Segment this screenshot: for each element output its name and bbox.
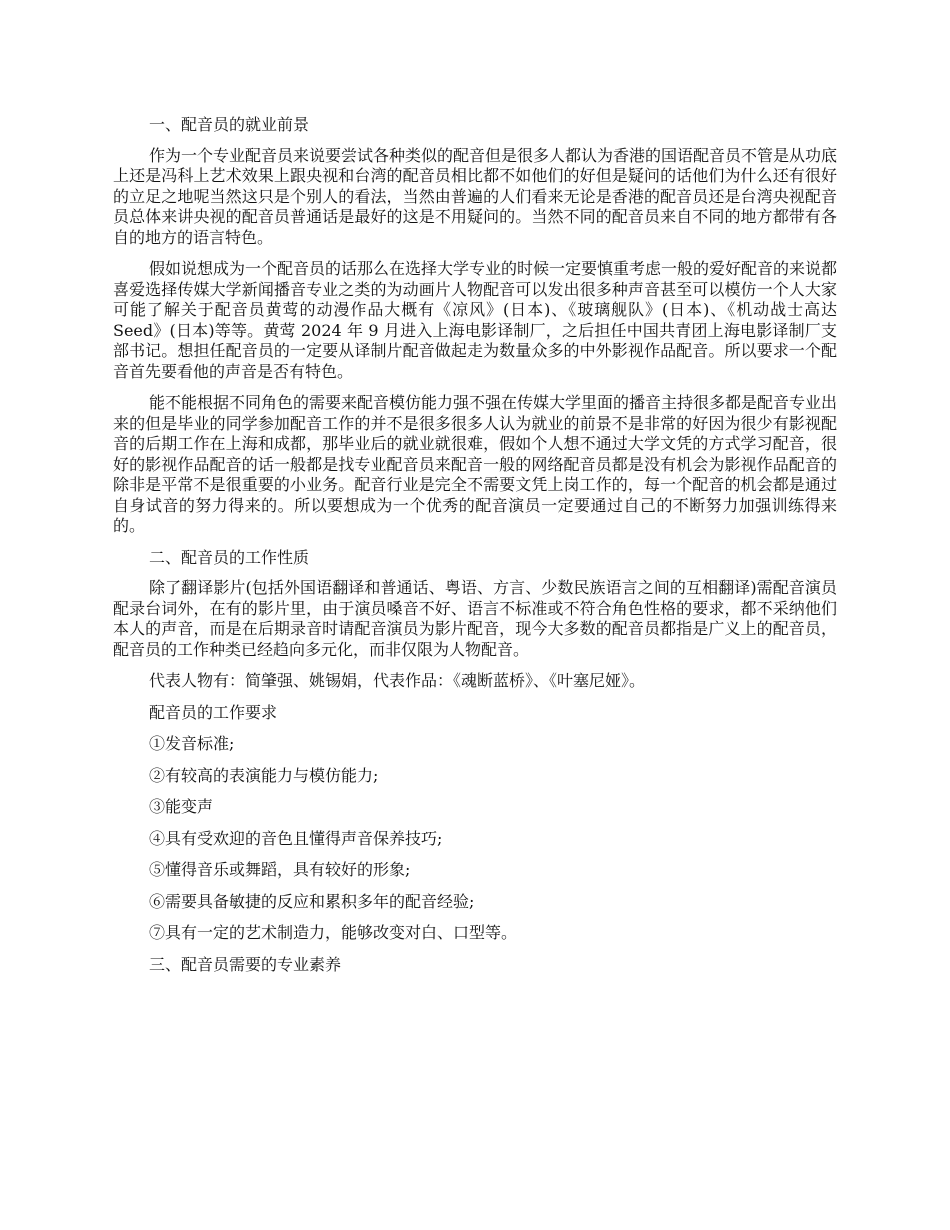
requirement-item: ⑤懂得音乐或舞蹈，具有较好的形象; [149, 860, 411, 879]
requirement-item: ④具有受欢迎的音色且懂得声音保养技巧; [149, 828, 443, 848]
requirement-item: ②有较高的表演能力与模仿能力; [149, 765, 379, 785]
requirement-item: ③能变声 [149, 797, 214, 816]
paragraph-4: 除了翻译影片(包括外国语翻译和普通话、粤语、方言、少数民族语言之间的互相翻译)需配音演员配录台词外，在有的影片里，由于演员嗓音不好、语言不标准或不符合角色性格的要求，都不采纳他们本人的声音，而是在后期录音时请配音演员为影片配音，现今大多数的配音员都指是广义上的配音员，配音员的工作种类已经趋向多元化，而非仅限为人物配音。 [113, 578, 837, 659]
requirements-title: 配音员的工作要求 [149, 702, 278, 722]
section-heading-professional-qualities: 三、配音员需要的专业素养 [149, 954, 342, 974]
representatives-line: 代表人物有：简肇强、姚锡娟，代表作品：《魂断蓝桥》、《叶塞尼娅》。 [149, 671, 646, 690]
requirement-item: ⑥需要具备敏捷的反应和累积多年的配音经验; [149, 891, 475, 911]
paragraph-1: 作为一个专业配音员来说要尝试各种类似的配音但是很多人都认为香港的国语配音员不管是从功底上还是冯科上艺术效果上跟央视和台湾的配音员相比都不如他们的好但是疑问的话他们为什么还有很好的立足之地呢当然这只是个别人的看法，当然由普遍的人们看来无论是香港的配音员还是台湾央视配音员总体来讲央视的配音员普通话是最好的这是不用疑问的。当然不同的配音员来自不同的地方都带有各自的地方的语言特色。 [113, 145, 838, 247]
requirement-item: ⑦具有一定的艺术制造力，能够改变对白、口型等。 [149, 923, 518, 942]
paragraph-3: 能不能根据不同角色的需要来配音模仿能力强不强在传媒大学里面的播音主持很多都是配音专业出来的但是毕业的同学参加配音工作的并不是很多很多人认为就业的前景不是非常的好因为很少有影视配音的后期工作在上海和成都，那毕业后的就业就很难，假如个人想不通过大学文凭的方式学习配音，很好的影视作品配音的话一般都是找专业配音员来配音一般的网络配音员都是没有机会为影视作品配音的除非是平常不是很重要的小业务。配音行业是完全不需要文凭上岗工作的，每一个配音的机会都是通过自身试音的努力得来的。所以要想成为一个优秀的配音演员一定要通过自己的不断努力加强训练得来的。 [113, 393, 838, 535]
section-heading-work-nature: 二、配音员的工作性质 [149, 547, 310, 567]
paragraph-2: 假如说想成为一个配音员的话那么在选择大学专业的时候一定要慎重考虑一般的爱好配音的来说都喜爱选择传媒大学新闻播音专业之类的为动画片人物配音可以发出很多种声音甚至可以模仿一个人大家可能了解关于配音员黄莺的动漫作品大概有《凉风》(日本)、《玻璃舰队》(日本)、《机动战士高达 Seed》(日本)等等。黄莺 2024 年 9 月进入上海电影译制厂，之后担任中国共青团上海电影译制厂支部书记。想担任配音员的一定要从译制片配音做起走为数量众多的中外影视作品配音。所以要求一个配音首先要看他的声音是否有特色。 [113, 259, 838, 381]
section-heading-employment: 一、配音员的就业前景 [149, 115, 310, 134]
requirement-item: ①发音标准; [149, 734, 235, 753]
